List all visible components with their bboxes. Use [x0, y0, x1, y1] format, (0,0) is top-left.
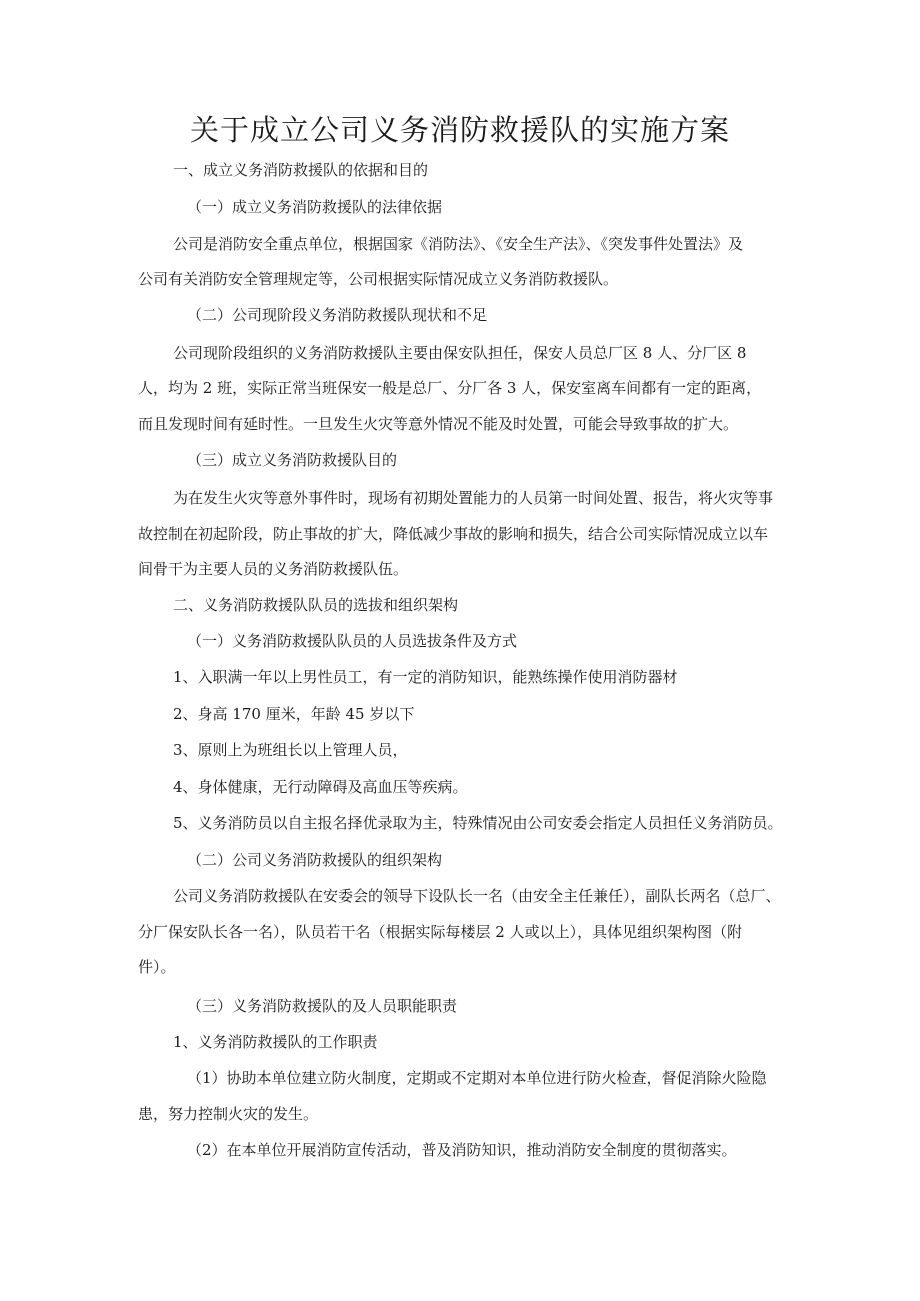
paragraph-line: 公司是消防安全重点单位，根据国家《消防法》、《安全生产法》、《突发事件处置法》及	[173, 235, 744, 253]
document-title: 关于成立公司义务消防救援队的实施方案	[189, 113, 730, 147]
subsection-heading-1-2: （二）公司现阶段义务消防救援队现状和不足	[187, 306, 488, 324]
paragraph-line: 患，努力控制火灾的发生。	[138, 1105, 319, 1123]
paragraph-line: 间骨干为主要人员的义务消防救援队伍。	[138, 560, 409, 578]
section-heading-2: 二、义务消防救援队队员的选拔和组织架构	[173, 596, 459, 614]
paragraph-line: 件）。	[138, 958, 176, 976]
paragraph-line: （1）协助本单位建立防火制度，定期或不定期对本单位进行防火检查，督促消除火险隐	[187, 1069, 767, 1087]
subsection-heading-1-1: （一）成立义务消防救援队的法律依据	[187, 198, 443, 216]
paragraph-line: 公司义务消防救援队在安委会的领导下设队长一名（由安全主任兼任），副队长两名（总厂、	[173, 887, 781, 905]
paragraph-line: 公司现阶段组织的义务消防救援队主要由保安队担任，保安人员总厂区 8 人、分厂区 8	[173, 344, 747, 362]
subsection-heading-2-3: （三）义务消防救援队的及人员职能职责	[187, 997, 458, 1015]
paragraph-line: 公司有关消防安全管理规定等，公司根据实际情况成立义务消防救援队。	[138, 270, 619, 288]
list-item: 1、入职满一年以上男性员工，有一定的消防知识，能熟练操作使用消防器材	[173, 668, 678, 686]
list-item: 5、义务消防员以自主报名择优录取为主，特殊情况由公司安委会指定人员担任义务消防员。	[173, 814, 783, 832]
list-item: 4、身体健康，无行动障碍及高血压等疾病。	[173, 778, 468, 796]
paragraph-line: 分厂保安队长各一名），队员若干名（根据实际每楼层 2 人或以上），具体见组织架构图（附	[138, 923, 743, 941]
list-item: 2、身高 170 厘米，年龄 45 岁以下	[173, 705, 415, 723]
paragraph-line: 而且发现时间有延时性。一旦发生火灾等意外情况不能及时处置，可能会导致事故的扩大。	[138, 415, 739, 433]
subsection-heading-1-3: （三）成立义务消防救援队目的	[187, 451, 398, 469]
subsection-heading-2-1: （一）义务消防救援队队员的人员选拔条件及方式	[187, 632, 518, 650]
paragraph-line: （2）在本单位开展消防宣传活动，普及消防知识，推动消防安全制度的贯彻落实。	[187, 1141, 737, 1159]
paragraph-line: 人，均为 2 班，实际正常当班保安一般是总厂、分厂各 3 人，保安室离车间都有一定的距离，	[138, 379, 762, 397]
paragraph-line: 故控制在初起阶段，防止事故的扩大，降低减少事故的影响和损失，结合公司实际情况成立以车	[138, 525, 769, 543]
subsection-heading-2-2: （二）公司义务消防救援队的组织架构	[187, 851, 443, 869]
section-heading-1: 一、成立义务消防救援队的依据和目的	[173, 161, 429, 179]
list-item: 1、义务消防救援队的工作职责	[173, 1033, 378, 1051]
paragraph-line: 为在发生火灾等意外事件时，现场有初期处置能力的人员第一时间处置、报告，将火灾等事	[173, 489, 774, 507]
list-item: 3、原则上为班组长以上管理人员，	[173, 741, 408, 759]
